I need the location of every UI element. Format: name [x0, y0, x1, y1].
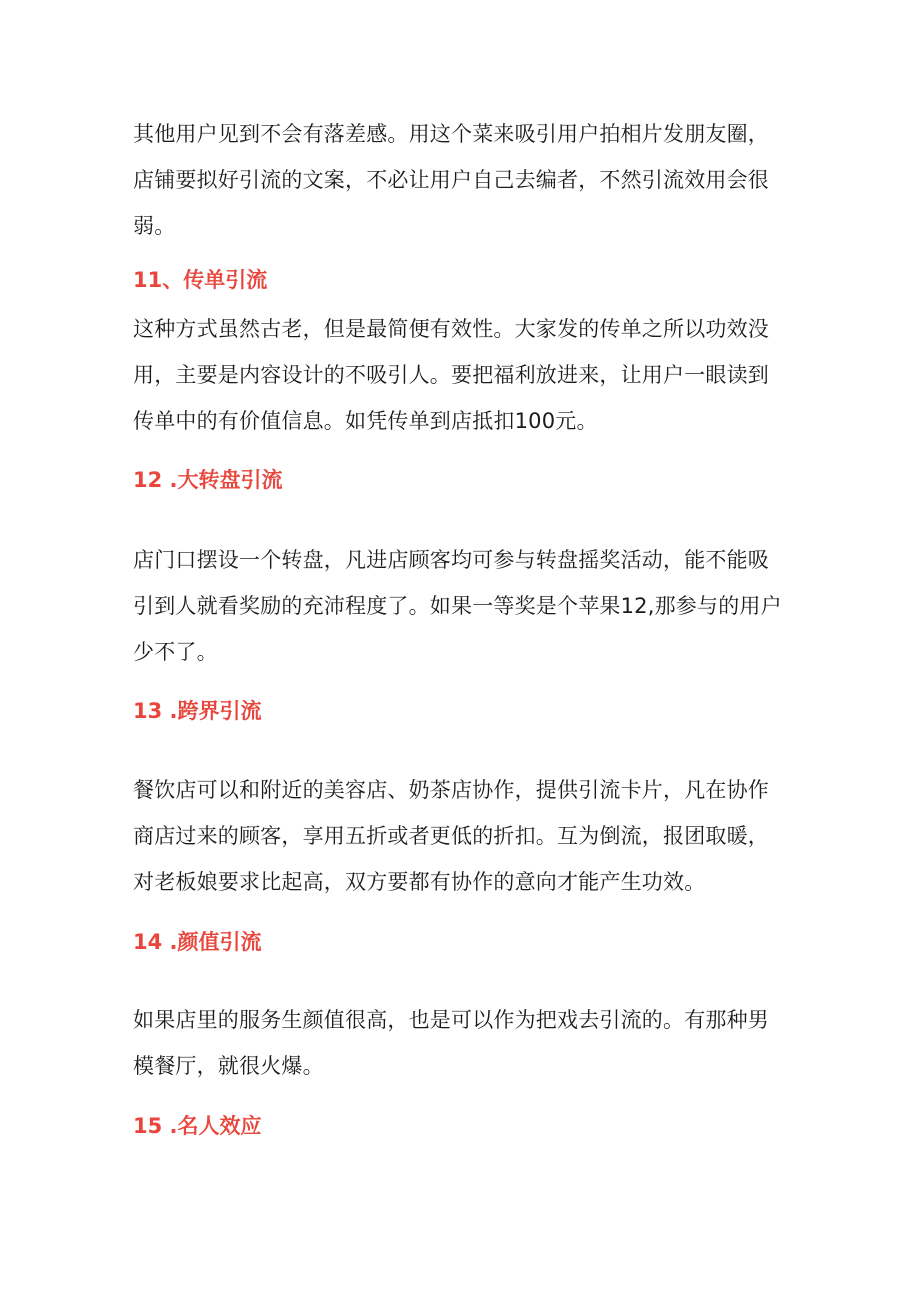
paragraph-flyer	[133, 306, 793, 444]
section-heading-13: 13 .跨界引流	[133, 699, 262, 723]
text-line: 如果店里的服务生颜值很高，也是可以作为把戏去引流的。有那种男	[133, 1008, 769, 1032]
text-line: 这种方式虽然古老，但是最简便有效性。大家发的传单之所以功效没	[133, 317, 769, 341]
text-line: 模餐厅，就很火爆。	[133, 1054, 324, 1078]
paragraph-crossover	[133, 767, 793, 905]
text-line: 店门口摆设一个转盘，凡进店顾客均可参与转盘摇奖活动，能不能吸	[133, 548, 769, 572]
text-line: 商店过来的顾客，享用五折或者更低的折扣。互为倒流，报团取暖，	[133, 824, 769, 848]
paragraph-intro-continued	[133, 111, 793, 249]
text-line: 弱。	[133, 214, 176, 238]
text-line: 对老板娘要求比起高，双方要都有协作的意向才能产生功效。	[133, 870, 706, 894]
text-line: 传单中的有价值信息。如凭传单到店抵扣100元。	[133, 409, 598, 433]
section-heading-11: 11、传单引流	[133, 268, 268, 292]
text-line: 其他用户见到不会有落差感。用这个菜来吸引用户拍相片发朋友圈，	[133, 122, 769, 146]
section-heading-15: 15 .名人效应	[133, 1114, 262, 1138]
section-heading-14: 14 .颜值引流	[133, 930, 262, 954]
text-line: 引到人就看奖励的充沛程度了。如果一等奖是个苹果12,那参与的用户	[133, 594, 782, 618]
text-line: 店铺要拟好引流的文案，不必让用户自己去编者，不然引流效用会很	[133, 168, 769, 192]
section-heading-12: 12 .大转盘引流	[133, 468, 283, 492]
text-line: 餐饮店可以和附近的美容店、奶茶店协作，提供引流卡片，凡在协作	[133, 778, 769, 802]
text-line: 少不了。	[133, 640, 218, 664]
paragraph-looks	[133, 997, 793, 1089]
text-line: 用，主要是内容设计的不吸引人。要把福利放进来，让用户一眼读到	[133, 363, 769, 387]
paragraph-wheel	[133, 537, 793, 675]
